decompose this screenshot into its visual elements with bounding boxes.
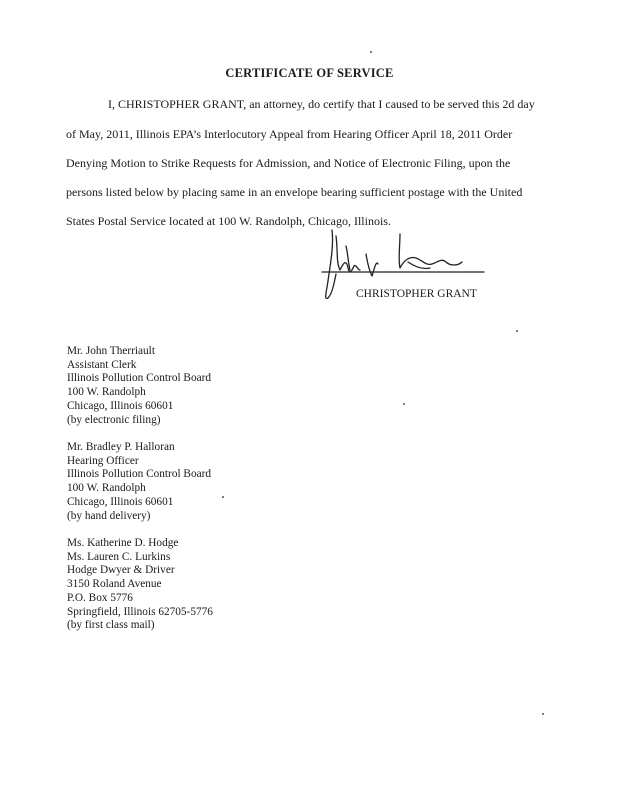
recipient-block-2 (67, 441, 211, 523)
recipient-3-line: P.O. Box 5776 (67, 591, 133, 604)
recipient-1-line: Mr. John Therriault (67, 345, 155, 357)
scan-speck (370, 51, 372, 53)
recipient-3-line: (by first class mail) (67, 619, 155, 632)
recipient-1-line: Illinois Pollution Control Board (67, 372, 212, 385)
recipient-3-line: Ms. Lauren C. Lurkins (67, 550, 171, 563)
scan-speck (542, 713, 544, 715)
scan-speck (222, 496, 224, 498)
body-line-2: of May, 2011, Illinois EPA’s Interlocutory Appeal from Hearing Officer April 18, 2011 Order (66, 127, 513, 141)
recipient-2-line: (by hand delivery) (67, 509, 151, 522)
recipient-2-line: Hearing Officer (67, 454, 139, 467)
document-title: CERTIFICATE OF SERVICE (225, 66, 394, 80)
recipient-2-line: Mr. Bradley P. Halloran (67, 441, 175, 453)
body-line-3: Denying Motion to Strike Requests for Admission, and Notice of Electronic Filing, upon the (66, 156, 511, 170)
recipient-block-1 (67, 345, 211, 427)
recipient-2-line: Illinois Pollution Control Board (67, 468, 212, 481)
recipient-3-line: Ms. Katherine D. Hodge (67, 537, 179, 549)
recipient-1-line: (by electronic filing) (67, 413, 161, 426)
scan-speck (403, 403, 405, 405)
recipient-2-line: Chicago, Illinois 60601 (67, 495, 174, 508)
recipient-1-line: Chicago, Illinois 60601 (67, 399, 174, 412)
recipient-3-line: Springfield, Illinois 62705-5776 (67, 605, 213, 618)
recipient-block-3 (67, 537, 213, 633)
body-line-4: persons listed below by placing same in an envelope bearing sufficient postage with the United (66, 185, 523, 199)
recipient-1-line: 100 W. Randolph (67, 386, 146, 399)
signature-name: CHRISTOPHER GRANT (356, 288, 477, 300)
recipient-2-line: 100 W. Randolph (67, 482, 146, 495)
scan-speck (516, 330, 518, 332)
body-line-5: States Postal Service located at 100 W. Randolph, Chicago, Illinois. (66, 214, 391, 228)
body-line-1: I, CHRISTOPHER GRANT, an attorney, do certify that I caused to be served this 2d day (108, 97, 535, 111)
recipient-3-line: Hodge Dwyer & Driver (67, 564, 175, 577)
recipient-3-line: 3150 Roland Avenue (67, 578, 162, 591)
recipient-1-line: Assistant Clerk (67, 358, 137, 371)
